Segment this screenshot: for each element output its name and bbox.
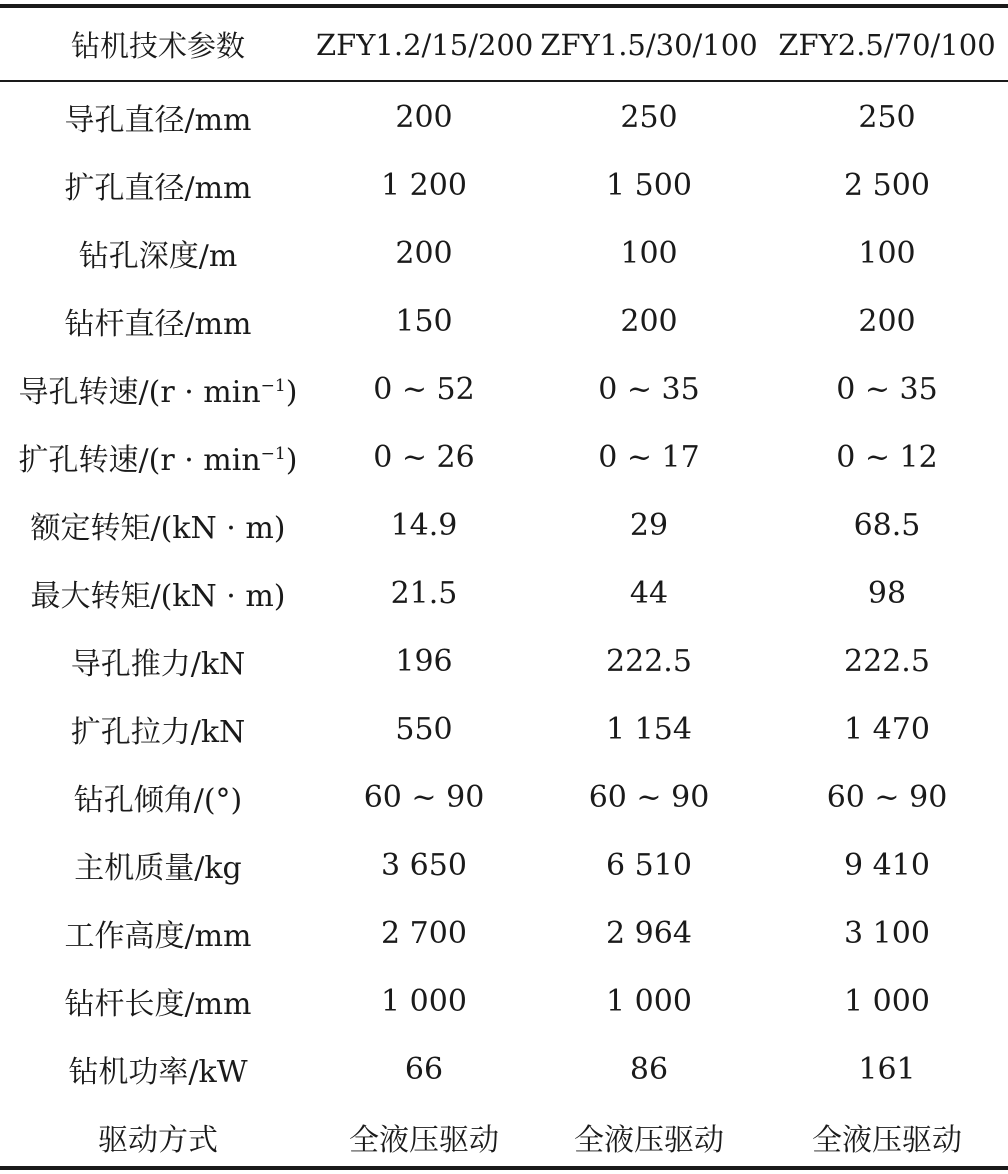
value-cell-model-1: 14.9 [390, 507, 458, 543]
table-row [0, 219, 1008, 287]
parameter-label: 额定转矩/(kN · m) [30, 511, 286, 546]
parameter-cell [0, 491, 316, 559]
parameter-label: 工作高度/mm [64, 919, 252, 954]
value-cell-model-2: 100 [620, 235, 678, 271]
unit-exponent: −1 [260, 444, 286, 464]
value-cell-model-3: 0 ~ 12 [836, 439, 938, 475]
value-cell-model-3: 100 [858, 235, 916, 271]
table-row [0, 695, 1008, 763]
parameter-label: 钻杆直径/mm [64, 307, 252, 342]
parameter-cell [0, 1035, 316, 1103]
parameter-label: 主机质量/kg [74, 851, 242, 886]
value-cell-model-3: 98 [867, 575, 907, 611]
value-cell-model-1: 60 ~ 90 [363, 779, 485, 815]
table-row [0, 355, 1008, 423]
table-row [0, 491, 1008, 559]
value-cell-model-3: 3 100 [844, 915, 930, 951]
value-cell-model-2: 250 [620, 99, 678, 135]
value-cell-model-3: 222.5 [844, 643, 930, 679]
value-cell-model-1: 200 [395, 99, 453, 135]
value-cell-model-2: 全液压驱动 [574, 1123, 724, 1158]
value-cell-model-3: 2 500 [844, 167, 930, 203]
value-cell-model-1: 150 [395, 303, 453, 339]
parameter-cell [0, 627, 316, 695]
header-model-2: ZFY1.5/30/100 [540, 27, 758, 62]
value-cell-model-3: 200 [858, 303, 916, 339]
value-cell-model-2: 2 964 [606, 915, 692, 951]
value-cell-model-1: 全液压驱动 [349, 1123, 499, 1158]
parameter-cell [0, 831, 316, 899]
parameter-suffix: ) [285, 375, 298, 410]
value-cell-model-2: 1 500 [606, 167, 692, 203]
parameter-label: 钻孔倾角/(°) [73, 783, 243, 818]
table-row [0, 899, 1008, 967]
table-body [0, 81, 1008, 1171]
parameter-label: 钻杆长度/mm [64, 987, 252, 1022]
header-model-3: ZFY2.5/70/100 [778, 27, 996, 62]
parameter-label: 导孔直径/mm [64, 103, 252, 138]
table-row [0, 627, 1008, 695]
drill-specs-table [0, 8, 1008, 1171]
parameter-cell [0, 355, 316, 423]
parameter-cell [0, 83, 316, 151]
parameter-cell [0, 899, 316, 967]
parameter-label: 钻机功率/kW [68, 1055, 248, 1090]
parameter-label: 驱动方式 [98, 1123, 218, 1158]
value-cell-model-1: 200 [395, 235, 453, 271]
header-parameter: 钻机技术参数 [70, 29, 245, 63]
value-cell-model-2: 60 ~ 90 [588, 779, 710, 815]
parameter-suffix: ) [285, 443, 298, 478]
parameter-cell [0, 287, 316, 355]
parameter-label: 导孔推力/kN [70, 647, 246, 682]
parameter-cell [0, 763, 316, 831]
table-row [0, 287, 1008, 355]
table-row [0, 1035, 1008, 1103]
value-cell-model-3: 全液压驱动 [812, 1123, 962, 1158]
table-row [0, 559, 1008, 627]
table-row [0, 967, 1008, 1035]
header-model-1: ZFY1.2/15/200 [316, 27, 534, 62]
value-cell-model-2: 200 [620, 303, 678, 339]
value-cell-model-2: 0 ~ 17 [598, 439, 700, 475]
value-cell-model-2: 0 ~ 35 [598, 371, 700, 407]
value-cell-model-1: 196 [395, 643, 453, 679]
table-row [0, 423, 1008, 491]
table-header [0, 8, 1008, 81]
value-cell-model-3: 1 470 [844, 711, 930, 747]
parameter-label: 钻孔深度/m [78, 239, 238, 274]
value-cell-model-3: 68.5 [853, 507, 921, 543]
table-row [0, 151, 1008, 219]
value-cell-model-3: 1 000 [844, 983, 930, 1019]
value-cell-model-3: 161 [858, 1051, 916, 1087]
value-cell-model-1: 550 [395, 711, 453, 747]
parameter-cell [0, 423, 316, 491]
value-cell-model-3: 60 ~ 90 [826, 779, 948, 815]
value-cell-model-1: 0 ~ 52 [373, 371, 475, 407]
value-cell-model-2: 1 000 [606, 983, 692, 1019]
value-cell-model-1: 2 700 [381, 915, 467, 951]
value-cell-model-1: 21.5 [390, 575, 458, 611]
parameter-cell [0, 559, 316, 627]
parameter-cell [0, 151, 316, 219]
table-row [0, 831, 1008, 899]
value-cell-model-3: 0 ~ 35 [836, 371, 938, 407]
value-cell-model-1: 1 200 [381, 167, 467, 203]
value-cell-model-2: 29 [629, 507, 669, 543]
parameter-cell [0, 695, 316, 763]
value-cell-model-2: 44 [629, 575, 669, 611]
value-cell-model-3: 250 [858, 99, 916, 135]
parameter-label: 扩孔拉力/kN [70, 715, 246, 750]
header-row [0, 8, 1008, 81]
parameter-label: 扩孔直径/mm [64, 171, 252, 206]
value-cell-model-3: 9 410 [844, 847, 930, 883]
unit-exponent: −1 [260, 376, 286, 396]
parameter-cell [0, 967, 316, 1035]
value-cell-model-2: 1 154 [606, 711, 692, 747]
value-cell-model-1: 3 650 [381, 847, 467, 883]
table-row [0, 763, 1008, 831]
table-row [0, 83, 1008, 151]
value-cell-model-1: 0 ~ 26 [373, 439, 475, 475]
parameter-cell [0, 219, 316, 287]
value-cell-model-2: 222.5 [606, 643, 692, 679]
parameter-label: 导孔转速/(r · min [18, 375, 261, 410]
value-cell-model-1: 66 [404, 1051, 444, 1087]
parameter-cell [0, 1103, 316, 1171]
table-row [0, 1103, 1008, 1171]
value-cell-model-1: 1 000 [381, 983, 467, 1019]
parameter-label: 扩孔转速/(r · min [18, 443, 261, 478]
value-cell-model-2: 6 510 [606, 847, 692, 883]
value-cell-model-2: 86 [629, 1051, 669, 1087]
parameter-label: 最大转矩/(kN · m) [30, 579, 286, 614]
